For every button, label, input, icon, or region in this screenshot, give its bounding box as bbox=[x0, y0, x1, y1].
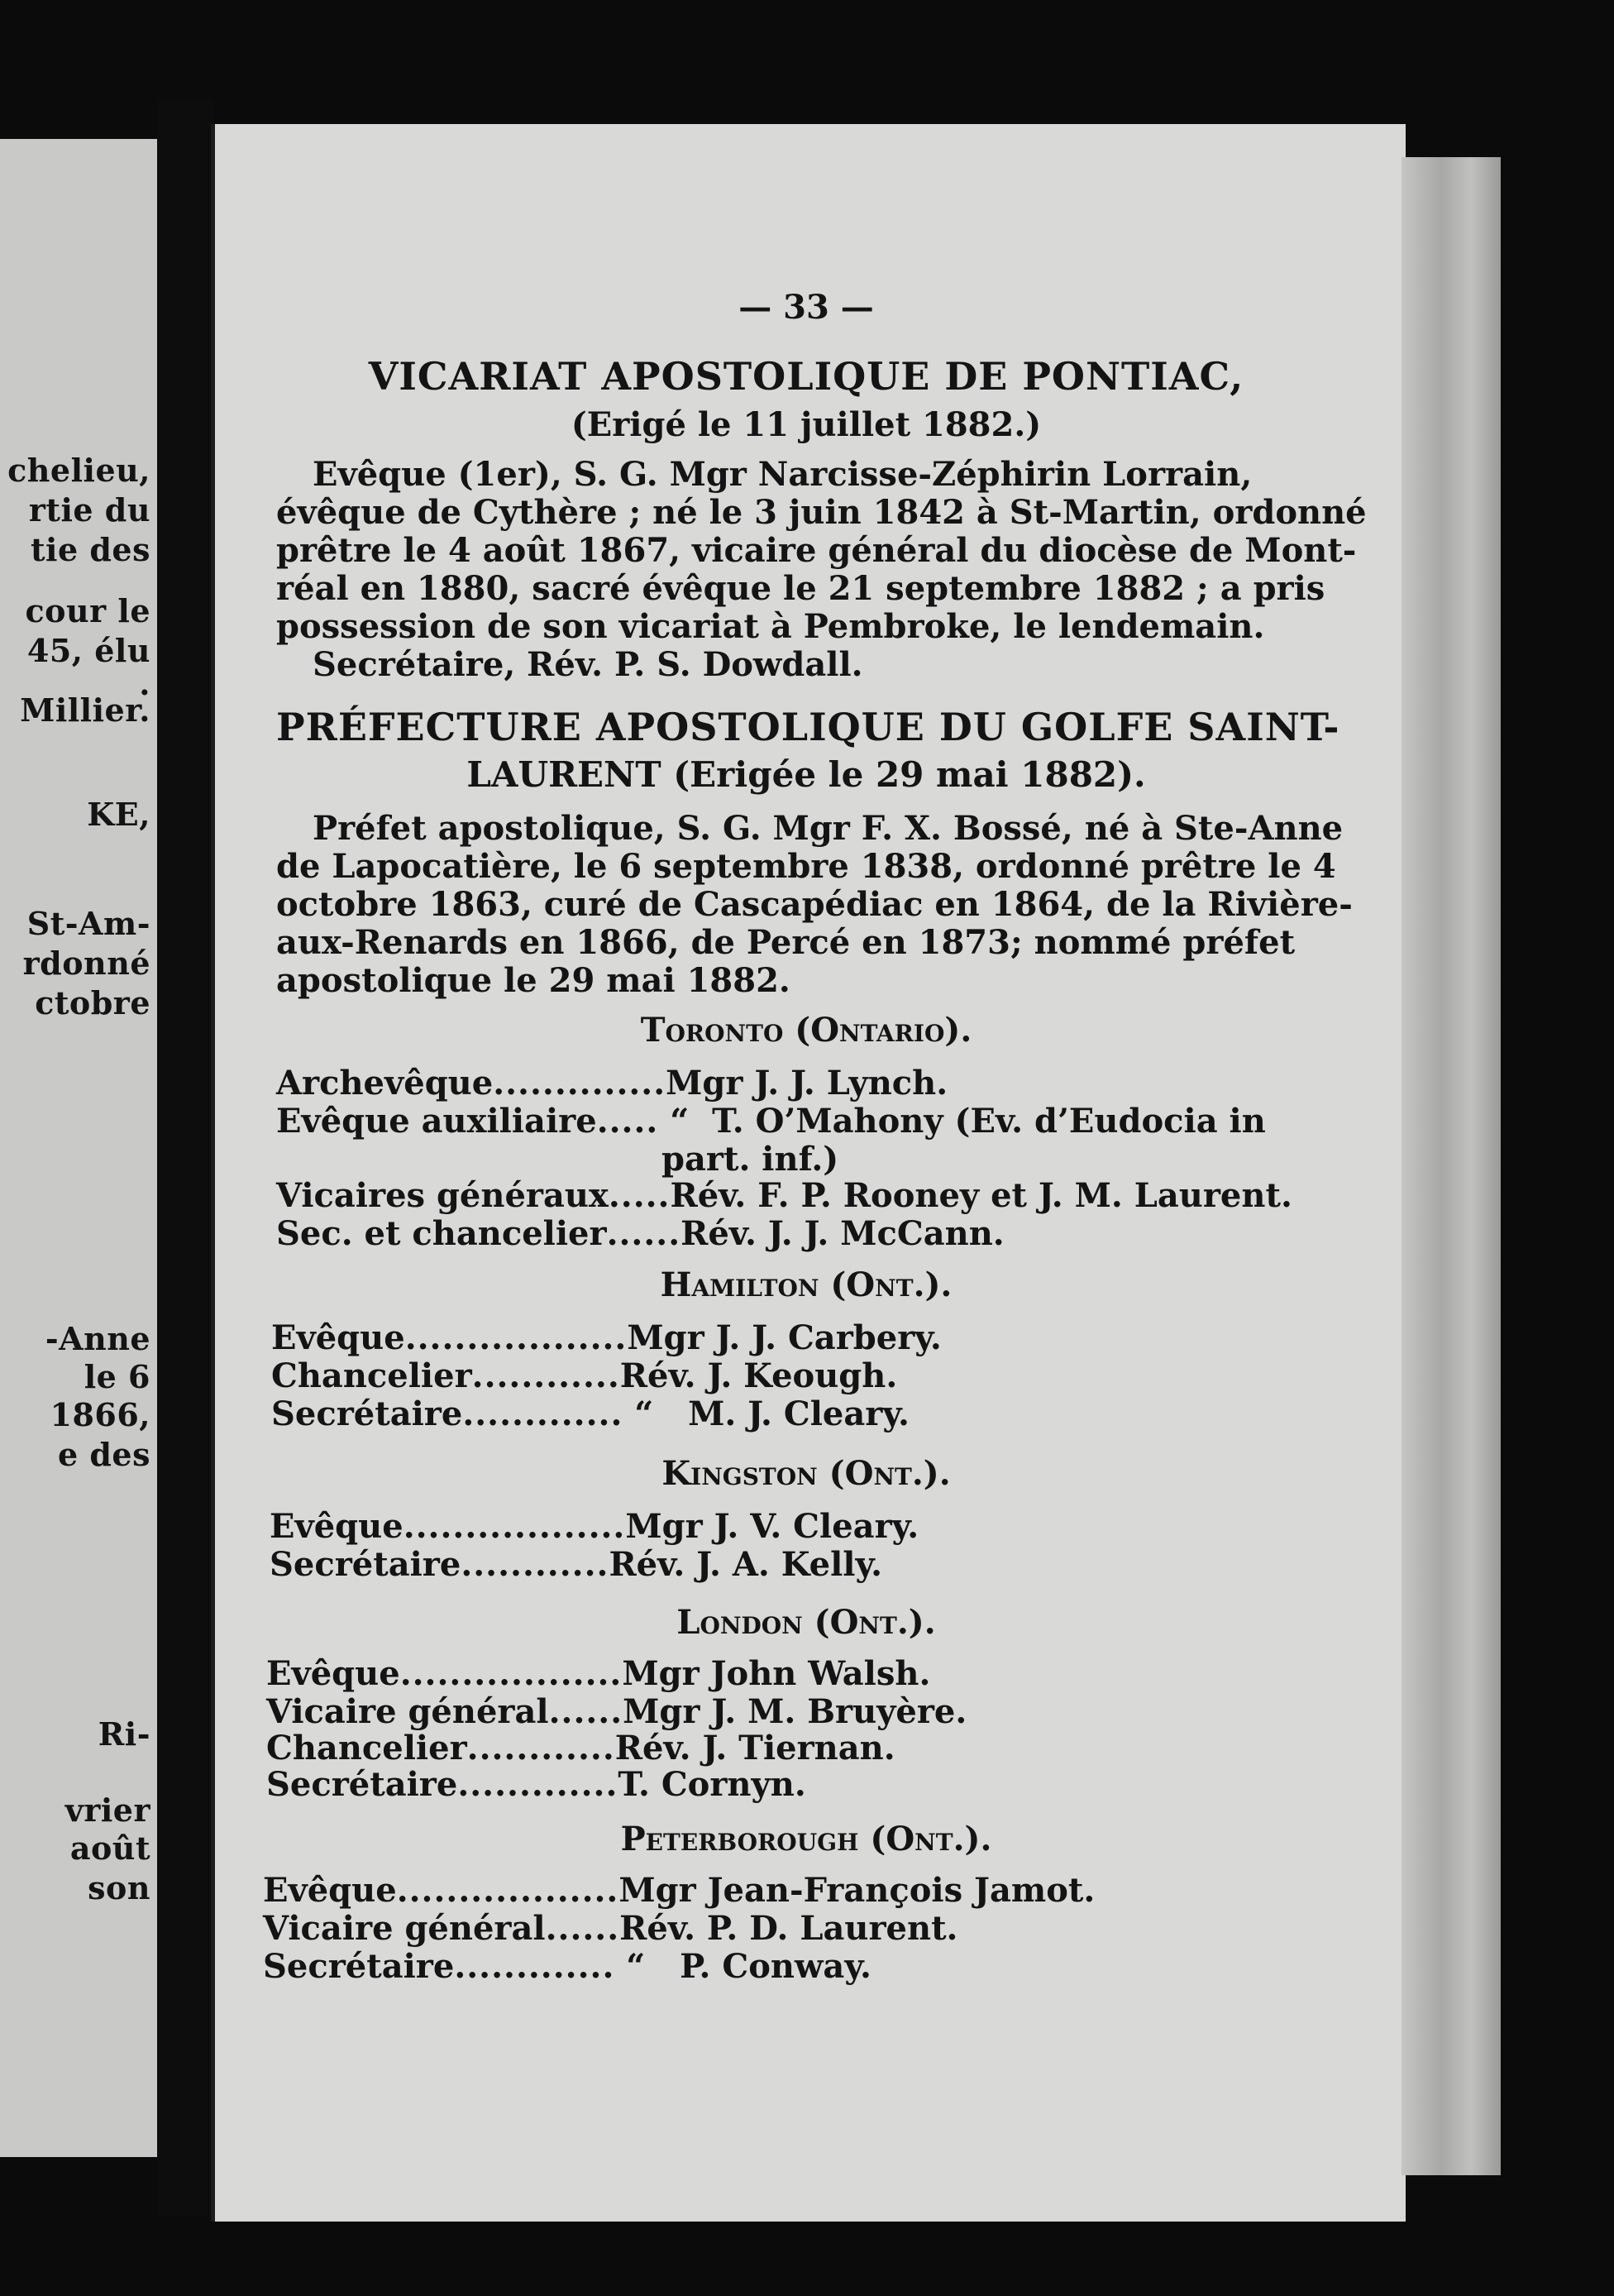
staff-row bbox=[263, 1871, 1096, 1910]
left-fragment: cour le bbox=[25, 592, 150, 629]
page-number: — 33 — bbox=[738, 288, 874, 327]
staff-name: Mgr J. V. Cleary. bbox=[625, 1507, 919, 1546]
paragraph-line: Préfet apostolique, S. G. Mgr F. X. Bossé, né à Ste-Anne bbox=[313, 809, 1344, 848]
staff-role: Evêque bbox=[263, 1871, 397, 1910]
staff-role: Chancelier bbox=[266, 1729, 467, 1767]
staff-name: Mgr J. J. Carbery. bbox=[627, 1318, 942, 1357]
staff-role: Chancelier bbox=[271, 1356, 472, 1395]
left-fragment: St-Am- bbox=[26, 905, 150, 942]
staff-name: part. inf.) bbox=[661, 1140, 839, 1179]
paragraph-line: évêque de Cythère ; né le 3 juin 1842 à St-Martin, ordonné bbox=[276, 493, 1367, 532]
left-fragment: son bbox=[88, 1869, 150, 1906]
staff-row bbox=[276, 1214, 1005, 1253]
leader-dots: .................. bbox=[396, 1871, 619, 1910]
staff-row bbox=[271, 1394, 910, 1433]
facing-page-left bbox=[0, 139, 160, 2157]
paragraph-line: Evêque (1er), S. G. Mgr Narcisse-Zéphirin Lorrain, bbox=[313, 455, 1253, 494]
leader-dots: ............. bbox=[454, 1947, 615, 1986]
paragraph-line: aux-Renards en 1866, de Percé en 1873; nommé préfet bbox=[276, 923, 1296, 962]
left-fragment: e des bbox=[57, 1436, 150, 1473]
leader-dots: .................. bbox=[404, 1318, 628, 1357]
page-edge bbox=[1402, 157, 1501, 2175]
staff-row bbox=[266, 1729, 895, 1767]
staff-role: Vicaire général bbox=[263, 1909, 546, 1948]
staff-row bbox=[276, 1064, 948, 1103]
staff-role: Evêque bbox=[270, 1507, 404, 1546]
staff-role: Secrétaire bbox=[270, 1545, 461, 1584]
staff-name: Mgr John Walsh. bbox=[622, 1654, 931, 1693]
staff-row bbox=[263, 1947, 871, 1986]
diocese-heading: Kingston (Ont.). bbox=[661, 1454, 951, 1493]
staff-row bbox=[266, 1654, 931, 1693]
left-fragment: chelieu, bbox=[7, 452, 150, 489]
staff-role: Evêque auxiliaire bbox=[276, 1102, 597, 1141]
staff-role: Evêque bbox=[266, 1654, 400, 1693]
leader-dots: ..... bbox=[596, 1102, 659, 1141]
staff-role: Secrétaire bbox=[266, 1765, 458, 1804]
section-title-golfe-cont: LAURENT (Erigée le 29 mai 1882). bbox=[466, 754, 1146, 795]
staff-row bbox=[263, 1909, 958, 1948]
staff-name: Rév. J. Keough. bbox=[619, 1356, 898, 1395]
left-fragment: Millier. bbox=[20, 691, 150, 729]
paragraph-line: de Lapocatière, le 6 septembre 1838, ordonné prêtre le 4 bbox=[276, 847, 1336, 886]
left-fragment: 1866, bbox=[50, 1396, 150, 1433]
staff-role: Sec. et chancelier bbox=[276, 1214, 607, 1253]
left-fragment: 45, élu bbox=[26, 632, 150, 669]
leader-dots: ..... bbox=[608, 1176, 671, 1215]
staff-name: Mgr J. J. Lynch. bbox=[666, 1064, 948, 1103]
diocese-heading: Hamilton (Ont.). bbox=[660, 1265, 953, 1304]
staff-name: Rév. P. D. Laurent. bbox=[619, 1909, 958, 1948]
left-fragment: août bbox=[69, 1830, 150, 1867]
left-fragment: rtie du bbox=[28, 491, 150, 529]
staff-name: Rév. J. J. McCann. bbox=[680, 1214, 1005, 1253]
staff-role: Secrétaire bbox=[271, 1394, 463, 1433]
paragraph-line: octobre 1863, curé de Cascapédiac en 1864, de la Rivière- bbox=[276, 885, 1353, 924]
staff-role: Evêque bbox=[271, 1318, 405, 1357]
left-fragment: rdonné bbox=[22, 945, 150, 982]
staff-row bbox=[271, 1318, 942, 1357]
staff-row bbox=[270, 1545, 883, 1584]
staff-role: Archevêque bbox=[276, 1064, 494, 1103]
staff-row bbox=[276, 1102, 1266, 1141]
paragraph-line: prêtre le 4 août 1867, vicaire général du diocèse de Mont- bbox=[276, 531, 1357, 570]
staff-role: Vicaire général bbox=[266, 1692, 549, 1731]
left-fragment: . bbox=[139, 665, 150, 702]
leader-dots: ............ bbox=[461, 1545, 609, 1584]
diocese-heading: London (Ont.). bbox=[676, 1603, 936, 1642]
staff-role: Vicaires généraux bbox=[276, 1176, 609, 1215]
paragraph-line: Secrétaire, Rév. P. S. Dowdall. bbox=[313, 645, 863, 684]
section-title-golfe: PRÉFECTURE APOSTOLIQUE DU GOLFE SAINT- bbox=[276, 705, 1340, 749]
staff-row bbox=[270, 1507, 919, 1546]
paragraph-line: possession de son vicariat à Pembroke, le lendemain. bbox=[276, 607, 1265, 646]
staff-row bbox=[271, 1356, 898, 1395]
staff-name: Rév. J. A. Kelly. bbox=[609, 1545, 883, 1584]
staff-name: “ T. O’Mahony (Ev. d’Eudocia in bbox=[658, 1102, 1266, 1141]
left-fragment: le 6 bbox=[84, 1358, 150, 1395]
leader-dots: .................. bbox=[399, 1654, 623, 1693]
staff-name: T. Cornyn. bbox=[618, 1765, 806, 1804]
paragraph-line: réal en 1880, sacré évêque le 21 septembre 1882 ; a pris bbox=[276, 569, 1325, 608]
staff-row-continuation bbox=[661, 1140, 839, 1179]
staff-name: Mgr J. M. Bruyère. bbox=[623, 1692, 967, 1731]
diocese-heading: Peterborough (Ont.). bbox=[620, 1820, 992, 1858]
leader-dots: ...... bbox=[545, 1909, 620, 1948]
left-fragment: KE, bbox=[87, 796, 150, 833]
leader-dots: .................. bbox=[403, 1507, 626, 1546]
section-subtitle-pontiac: (Erigé le 11 juillet 1882.) bbox=[571, 405, 1042, 444]
staff-row bbox=[266, 1692, 967, 1731]
leader-dots: ...... bbox=[548, 1692, 623, 1731]
leader-dots: ...... bbox=[606, 1214, 681, 1253]
staff-row bbox=[276, 1176, 1292, 1215]
left-fragment: -Anne bbox=[45, 1320, 150, 1357]
staff-row bbox=[266, 1765, 806, 1804]
staff-name: Rév. J. Tiernan. bbox=[614, 1729, 895, 1767]
left-fragment: Ri- bbox=[98, 1715, 150, 1753]
leader-dots: ............. bbox=[457, 1765, 618, 1804]
left-fragment: vrier bbox=[64, 1791, 150, 1829]
leader-dots: .............. bbox=[493, 1064, 666, 1103]
paragraph-line: apostolique le 29 mai 1882. bbox=[276, 961, 790, 1000]
staff-role: Secrétaire bbox=[263, 1947, 455, 1986]
book-gutter bbox=[157, 99, 213, 2217]
diocese-heading: Toronto (Ontario). bbox=[640, 1011, 972, 1050]
leader-dots: ............. bbox=[462, 1394, 623, 1433]
left-fragment: ctobre bbox=[35, 984, 150, 1021]
staff-name: Mgr Jean-François Jamot. bbox=[618, 1871, 1096, 1910]
left-fragment: tie des bbox=[30, 531, 150, 568]
staff-name: Rév. F. P. Rooney et J. M. Laurent. bbox=[670, 1176, 1292, 1215]
section-title-pontiac: VICARIAT APOSTOLIQUE DE PONTIAC, bbox=[368, 354, 1244, 399]
staff-name: “ M. J. Cleary. bbox=[623, 1394, 910, 1433]
leader-dots: ............ bbox=[471, 1356, 620, 1395]
staff-name: “ P. Conway. bbox=[614, 1947, 871, 1986]
leader-dots: ............ bbox=[466, 1729, 615, 1767]
